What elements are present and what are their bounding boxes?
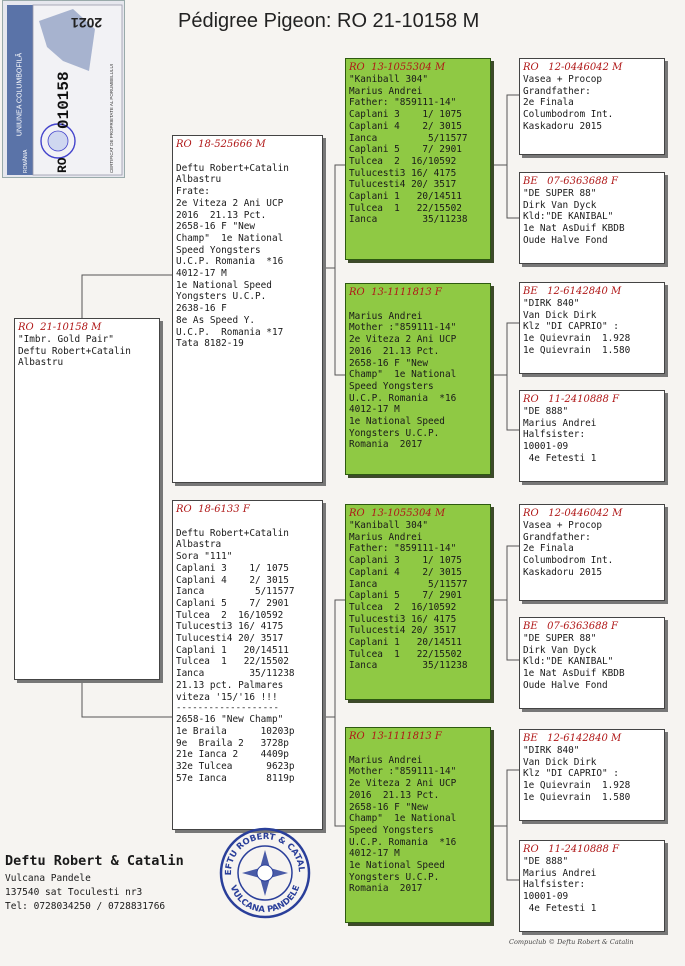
detail-line: U.C.P. Romania *16: [349, 392, 457, 404]
certificate-issuer-country: ROMÂNIA: [23, 149, 29, 173]
detail-line: Kld:"DE KANIBAL": [523, 211, 614, 223]
father-details: [176, 151, 319, 350]
owner-address: 137540 sat Toculesti nr3: [5, 887, 143, 898]
detail-line: Tulucesti4 20/ 3517: [176, 633, 284, 645]
ring-certificate-image: [2, 0, 125, 178]
detail-line: Tulcea 2 16/10592: [349, 601, 457, 613]
detail-line: Grandfather:: [523, 531, 591, 543]
detail-line: Speed Yongsters: [349, 380, 434, 392]
detail-line: 1e Quievrain 1.928: [523, 780, 631, 792]
detail-line: "DIRK 840": [523, 745, 580, 756]
detail-line: Kaskadoru 2015: [523, 120, 603, 132]
detail-line: 2016 21.13 Pct.: [176, 209, 267, 221]
detail-line: "DE 888": [523, 406, 569, 417]
detail-line: 1e Nat AsDuif KBDB: [523, 668, 625, 680]
ggp-fm-father-details: [523, 298, 661, 357]
detail-line: Klz "DI CAPRIO" :: [523, 768, 619, 780]
detail-line: 10001-09: [523, 441, 569, 453]
detail-line: Oude Halve Fond: [523, 234, 608, 246]
detail-line: "Imbr. Gold Pair": [18, 334, 114, 345]
ggp-mm-mother-details: [523, 856, 661, 915]
detail-line: Sora "111": [176, 551, 233, 563]
detail-line: Albastra: [176, 539, 222, 551]
detail-line: Grandfather:: [523, 85, 591, 97]
ggp-mm-father-ring: BE 12-6142840 M: [523, 733, 622, 744]
owner-phone: Tel: 0728034250 / 0728831766: [5, 901, 166, 912]
detail-line: Dirk Van Dyck: [523, 199, 597, 211]
detail-line: Speed Yongsters: [176, 244, 261, 256]
mother-separator: -------------------: [176, 703, 279, 714]
detail-line: Marius Andrei: [523, 417, 597, 429]
detail-line: 57e Ianca 8119p: [176, 772, 295, 784]
detail-line: Columbodrom Int.: [523, 109, 614, 121]
detail-line: Caplani 4 2/ 3015: [176, 574, 289, 586]
detail-line: U.C.P. Romania *16: [176, 256, 284, 268]
detail-line: Ianca 5/11577: [349, 578, 468, 590]
detail-line: U.C.P. Romania *17: [176, 326, 284, 338]
certificate-ring-number: 010158: [55, 71, 73, 129]
detail-line: 2658-16 F "New: [176, 221, 256, 233]
detail-line: 1e Nat AsDuif KBDB: [523, 223, 625, 235]
detail-line: Tulucesti4 20/ 3517: [349, 179, 457, 191]
detail-line: Father: "859111-14": [349, 97, 457, 109]
ggp-mm-father-card[interactable]: [519, 729, 665, 821]
ggp-ff-mother-card[interactable]: [519, 172, 665, 264]
detail-line: Caplani 5 7/ 2901: [176, 597, 289, 609]
ggp-mf-father-card[interactable]: [519, 504, 665, 601]
page-title: Pédigree Pigeon: RO 21-10158 M: [178, 10, 480, 32]
detail-line: Tulcea 1 22/15502: [176, 656, 289, 668]
detail-line: [349, 299, 487, 311]
detail-line: Tulcea 1 22/15502: [349, 648, 462, 660]
detail-line: 2016 21.13 Pct.: [349, 345, 440, 357]
detail-line: Vasea + Procop: [523, 74, 603, 85]
detail-line: Marius Andrei: [523, 867, 597, 879]
ggp-fm-mother-details: [523, 406, 661, 465]
detail-line: Ianca 35/11238: [349, 660, 468, 672]
detail-line: Champ" 1e National: [176, 232, 284, 244]
paternal-grandfather-details: [349, 74, 487, 226]
detail-line: Caplani 3 1/ 1075: [349, 555, 462, 567]
detail-line: 32e Tulcea 9623p: [176, 761, 295, 773]
detail-line: Caplani 1 20/14511: [349, 191, 462, 203]
detail-line: Caplani 3 1/ 1075: [349, 109, 462, 121]
detail-line: Yongsters U.C.P.: [349, 871, 440, 883]
detail-line: Klz "DI CAPRIO" :: [523, 321, 619, 333]
stamp-graphic: [218, 826, 312, 920]
detail-line: Tulucesti3 16/ 4175: [176, 621, 284, 633]
paternal-grandmother-details: [349, 299, 487, 451]
ggp-fm-father-ring: BE 12-6142840 M: [523, 286, 622, 297]
ggp-fm-father-card[interactable]: [519, 282, 665, 374]
detail-line: Kld:"DE KANIBAL": [523, 656, 614, 668]
detail-line: Tulucesti4 20/ 3517: [349, 625, 457, 637]
stamp-top-text: EFTU ROBERT & CATAL: [223, 831, 307, 876]
detail-line: Caplani 4 2/ 3015: [349, 566, 462, 578]
detail-line: "DE 888": [523, 856, 569, 867]
detail-line: Tulcea 2 16/10592: [349, 155, 457, 167]
detail-line: Deftu Robert+Catalin: [176, 527, 289, 539]
paternal-grandfather-card[interactable]: [345, 58, 491, 260]
detail-line: Van Dick Dirk: [523, 309, 597, 321]
detail-line: "DE SUPER 88": [523, 188, 597, 199]
detail-line: 4e Fetesti 1: [523, 902, 597, 914]
detail-line: Frate:: [176, 186, 210, 198]
detail-line: Caplani 5 7/ 2901: [349, 590, 462, 602]
detail-line: Tulucesti3 16/ 4175: [349, 167, 457, 179]
detail-line: Ianca 35/11238: [176, 668, 295, 680]
certificate-issuer: UNIUNEA COLUMBOFILĂ: [16, 52, 24, 137]
detail-line: 2016 21.13 Pct.: [349, 789, 440, 801]
ggp-ff-father-details: [523, 74, 661, 133]
detail-line: Oude Halve Fond: [523, 679, 608, 691]
detail-line: Kaskadoru 2015: [523, 566, 603, 578]
mother-ring-number: RO 18-6133 F: [176, 504, 250, 515]
detail-line: Caplani 1 20/14511: [349, 637, 462, 649]
father-ring-number: RO 18-525666 M: [176, 139, 266, 150]
maternal-grandfather-card[interactable]: [345, 504, 491, 700]
ggp-mf-father-ring: RO 12-0446042 M: [523, 508, 623, 519]
detail-line: 2e Finala: [523, 97, 574, 109]
ggp-mm-mother-card[interactable]: [519, 840, 665, 932]
detail-line: Caplani 1 20/14511: [176, 644, 289, 656]
detail-line: Ianca 5/11577: [176, 586, 295, 598]
detail-line: 1e National Speed: [349, 860, 445, 872]
footer-credit: Compuclub © Deftu Robert & Catalin: [509, 938, 634, 946]
detail-line: Tata 8182-19: [176, 338, 244, 350]
detail-line: Halfsister:: [523, 429, 586, 441]
mother-results: [176, 714, 319, 784]
detail-line: Tulcea 2 16/10592: [176, 609, 284, 621]
detail-line: 8e As Speed Y.: [176, 314, 256, 326]
ggp-ff-father-card[interactable]: [519, 58, 665, 155]
detail-line: Marius Andrei: [349, 310, 423, 322]
detail-line: 2e Viteza 2 Ani UCP: [349, 334, 457, 346]
detail-line: Deftu Robert+Catalin: [176, 162, 289, 174]
subject-details: [18, 334, 156, 369]
certificate-country: RO: [55, 157, 70, 173]
detail-line: "Kaniball 304": [349, 74, 429, 85]
mother-details: [176, 516, 319, 703]
detail-line: 21e Ianca 2 4409p: [176, 749, 289, 761]
detail-line: Mother :"859111-14": [349, 322, 457, 334]
detail-line: Champ" 1e National: [349, 369, 457, 381]
detail-line: 9e Braila 2 3728p: [176, 737, 289, 749]
detail-line: Caplani 4 2/ 3015: [349, 120, 462, 132]
detail-line: Marius Andrei: [349, 754, 423, 766]
ggp-ff-father-ring: RO 12-0446042 M: [523, 62, 623, 73]
detail-line: "DIRK 840": [523, 298, 580, 309]
ggp-mm-mother-ring: RO 11-2410888 F: [523, 844, 620, 855]
detail-line: Romania 2017: [349, 439, 423, 451]
detail-line: Romania 2017: [349, 883, 423, 895]
stamp-bottom-text: VULCANA PANDELE: [227, 883, 303, 916]
maternal-grandfather-ring: RO 13-1055304 M: [349, 508, 446, 519]
detail-line: Yongsters U.C.P.: [176, 291, 267, 303]
detail-line: Mother :"859111-14": [349, 766, 457, 778]
detail-line: Albastru: [176, 174, 222, 186]
detail-line: Halfsister:: [523, 879, 586, 891]
detail-line: Tulcea 1 22/15502: [349, 202, 462, 214]
detail-line: Father: "859111-14": [349, 543, 457, 555]
detail-line: 1e National Speed: [176, 279, 272, 291]
ggp-mf-mother-details: [523, 633, 661, 692]
detail-line: U.C.P. Romania *16: [349, 836, 457, 848]
detail-line: 4012-17 M: [349, 848, 400, 860]
detail-line: 2658-16 "New Champ": [176, 714, 284, 726]
detail-line: 1e National Speed: [349, 416, 445, 428]
paternal-grandmother-ring: RO 13-1111813 F: [349, 287, 442, 298]
detail-line: 4012-17 M: [349, 404, 400, 416]
detail-line: 2e Viteza 2 Ani UCP: [349, 778, 457, 790]
detail-line: 2638-16 F: [176, 303, 227, 315]
detail-line: Caplani 5 7/ 2901: [349, 144, 462, 156]
subject-ring-number: RO 21-10158 M: [18, 322, 102, 333]
detail-line: 1e Quievrain 1.928: [523, 333, 631, 345]
detail-line: Columbodrom Int.: [523, 555, 614, 567]
detail-line: [176, 151, 319, 163]
detail-line: Albastru: [18, 357, 64, 369]
ggp-mf-mother-ring: BE 07-6363688 F: [523, 621, 618, 632]
detail-line: Marius Andrei: [349, 85, 423, 97]
maternal-grandmother-card[interactable]: [345, 727, 491, 923]
ggp-fm-mother-card[interactable]: [519, 390, 665, 482]
detail-line: Tulucesti3 16/ 4175: [349, 613, 457, 625]
detail-line: 2e Viteza 2 Ani UCP: [176, 197, 284, 209]
detail-line: Vasea + Procop: [523, 520, 603, 531]
paternal-grandmother-card[interactable]: [345, 283, 491, 475]
detail-line: 1e Quievrain 1.580: [523, 791, 631, 803]
detail-line: Van Dick Dirk: [523, 756, 597, 768]
maternal-grandfather-details: [349, 520, 487, 672]
owner-village: Vulcana Pandele: [5, 873, 91, 884]
detail-line: Caplani 3 1/ 1075: [176, 562, 289, 574]
ggp-ff-mother-ring: BE 07-6363688 F: [523, 176, 618, 187]
detail-line: Yongsters U.C.P.: [349, 427, 440, 439]
detail-line: Ianca 35/11238: [349, 214, 468, 226]
maternal-grandmother-ring: RO 13-1111813 F: [349, 731, 442, 742]
owner-name: Deftu Robert & Catalin: [5, 853, 184, 869]
certificate-year: 2021: [71, 15, 103, 31]
detail-line: [176, 516, 319, 528]
ggp-mf-mother-card[interactable]: [519, 617, 665, 709]
detail-line: [349, 743, 487, 755]
detail-line: Champ" 1e National: [349, 813, 457, 825]
detail-line: Dirk Van Dyck: [523, 644, 597, 656]
ggp-mf-father-details: [523, 520, 661, 579]
paternal-grandfather-ring: RO 13-1055304 M: [349, 62, 446, 73]
ggp-fm-mother-ring: RO 11-2410888 F: [523, 394, 620, 405]
detail-line: 1e Quievrain 1.580: [523, 344, 631, 356]
detail-line: 10001-09: [523, 891, 569, 903]
father-card[interactable]: [172, 135, 323, 483]
certificate-caption: CERTIFICAT DE PROPRIETATE AL PORUMBELULUI: [109, 64, 114, 173]
ggp-ff-mother-details: [523, 188, 661, 247]
subject-pigeon-card[interactable]: [14, 318, 160, 680]
maternal-grandmother-details: [349, 743, 487, 895]
detail-line: Marius Andrei: [349, 531, 423, 543]
detail-line: 2658-16 F "New: [349, 357, 429, 369]
detail-line: 1e Braila 10203p: [176, 725, 295, 737]
detail-line: viteza '15/'16 !!!: [176, 691, 278, 703]
mother-card[interactable]: [172, 500, 323, 830]
detail-line: Ianca 5/11577: [349, 132, 468, 144]
detail-line: Speed Yongsters: [349, 824, 434, 836]
detail-line: 2e Finala: [523, 543, 574, 555]
owner-stamp-logo: [218, 826, 312, 924]
detail-line: 4012-17 M: [176, 268, 227, 280]
detail-line: 2658-16 F "New: [349, 801, 429, 813]
detail-line: "Kaniball 304": [349, 520, 429, 531]
detail-line: 4e Fetesti 1: [523, 452, 597, 464]
detail-line: "DE SUPER 88": [523, 633, 597, 644]
ggp-mm-father-details: [523, 745, 661, 804]
detail-line: Deftu Robert+Catalin: [18, 345, 131, 357]
detail-line: 21.13 pct. Palmares: [176, 679, 284, 691]
